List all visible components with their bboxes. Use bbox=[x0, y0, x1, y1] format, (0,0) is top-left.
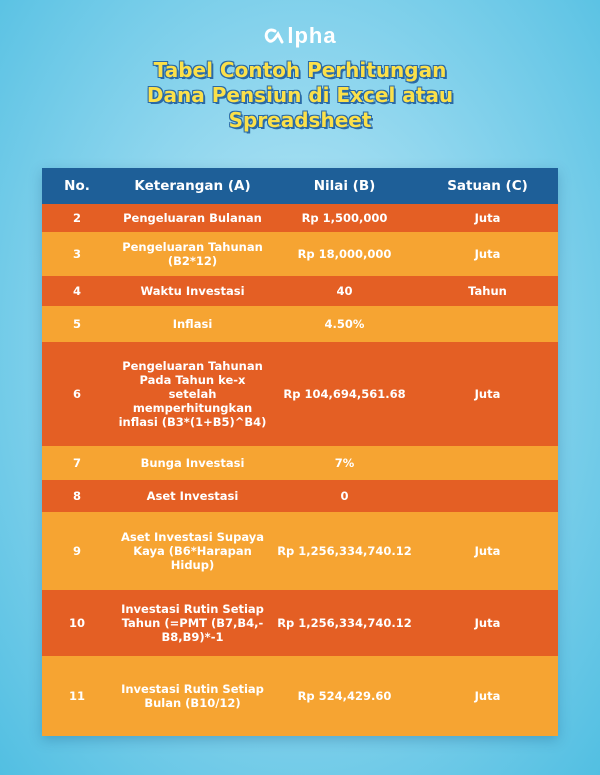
cell-satuan bbox=[416, 446, 558, 480]
table-row bbox=[42, 342, 558, 446]
cell-keterangan: Bunga Investasi bbox=[140, 456, 245, 470]
table-row bbox=[42, 590, 558, 656]
alpha-logo-icon bbox=[263, 28, 285, 44]
title-line-1: Tabel Contoh Perhitungan bbox=[153, 58, 447, 82]
cell-satuan: Juta bbox=[474, 616, 501, 630]
title-line-2: Dana Pensiun di Excel atau bbox=[146, 83, 454, 107]
cell-no: 11 bbox=[68, 689, 85, 703]
cell-satuan: Juta bbox=[474, 689, 501, 703]
cell-no: 2 bbox=[72, 211, 81, 225]
cell-no: 7 bbox=[72, 456, 81, 470]
cell-satuan: Juta bbox=[474, 211, 501, 225]
cell-nilai: 7% bbox=[334, 456, 355, 470]
table-row bbox=[42, 232, 558, 276]
cell-nilai: 4.50% bbox=[324, 317, 365, 331]
cell-nilai: 40 bbox=[336, 284, 353, 298]
cell-nilai: 0 bbox=[340, 489, 349, 503]
title-line-3: Spreadsheet bbox=[228, 108, 372, 132]
table-row bbox=[42, 204, 558, 232]
cell-satuan: Tahun bbox=[468, 284, 507, 298]
table-row bbox=[42, 276, 558, 306]
cell-no: 8 bbox=[72, 489, 81, 503]
cell-no: 3 bbox=[72, 247, 81, 261]
cell-satuan bbox=[416, 306, 558, 342]
header-nilai: Nilai (B) bbox=[313, 178, 376, 194]
header-satuan: Satuan (C) bbox=[447, 178, 528, 194]
cell-satuan: Juta bbox=[474, 544, 501, 558]
header-keterangan: Keterangan (A) bbox=[134, 178, 251, 194]
table-row bbox=[42, 446, 558, 480]
pension-table bbox=[42, 168, 558, 736]
cell-no: 10 bbox=[68, 616, 85, 630]
cell-nilai: Rp 524,429.60 bbox=[297, 689, 392, 703]
table-row bbox=[42, 480, 558, 512]
cell-keterangan: Pengeluaran Tahunan (B2*12) bbox=[122, 240, 263, 268]
cell-keterangan: Investasi Rutin Setiap Tahun (=PMT (B7,B4,-B8,B9)*-1 bbox=[121, 602, 264, 644]
brand-logo bbox=[0, 22, 600, 49]
cell-nilai: Rp 1,256,334,740.12 bbox=[277, 544, 412, 558]
table-row bbox=[42, 306, 558, 342]
page-title bbox=[0, 58, 600, 133]
cell-nilai: Rp 1,256,334,740.12 bbox=[277, 616, 412, 630]
cell-keterangan: Aset Investasi bbox=[146, 489, 239, 503]
logo-text: lpha bbox=[287, 23, 337, 49]
cell-satuan bbox=[416, 480, 558, 512]
cell-no: 4 bbox=[72, 284, 81, 298]
cell-no: 9 bbox=[72, 544, 81, 558]
cell-nilai: Rp 104,694,561.68 bbox=[283, 387, 406, 401]
cell-no: 6 bbox=[72, 387, 81, 401]
table-row bbox=[42, 512, 558, 590]
cell-keterangan: Waktu Investasi bbox=[140, 284, 245, 298]
table-header-row bbox=[42, 168, 558, 204]
cell-nilai: Rp 18,000,000 bbox=[297, 247, 392, 261]
cell-keterangan: Pengeluaran Bulanan bbox=[123, 211, 262, 225]
cell-satuan: Juta bbox=[474, 247, 501, 261]
table-row bbox=[42, 656, 558, 736]
header-no: No. bbox=[64, 178, 90, 194]
cell-keterangan: Investasi Rutin Setiap Bulan (B10/12) bbox=[121, 682, 264, 710]
cell-nilai: Rp 1,500,000 bbox=[301, 211, 388, 225]
cell-keterangan: Inflasi bbox=[172, 317, 213, 331]
cell-keterangan: Aset Investasi Supaya Kaya (B6*Harapan Hidup) bbox=[120, 530, 265, 572]
cell-keterangan: Pengeluaran Tahunan Pada Tahun ke-x setelah memperhitungkan inflasi (B3*(1+B5)^B4) bbox=[118, 359, 267, 429]
cell-no: 5 bbox=[72, 317, 81, 331]
cell-satuan: Juta bbox=[474, 387, 501, 401]
